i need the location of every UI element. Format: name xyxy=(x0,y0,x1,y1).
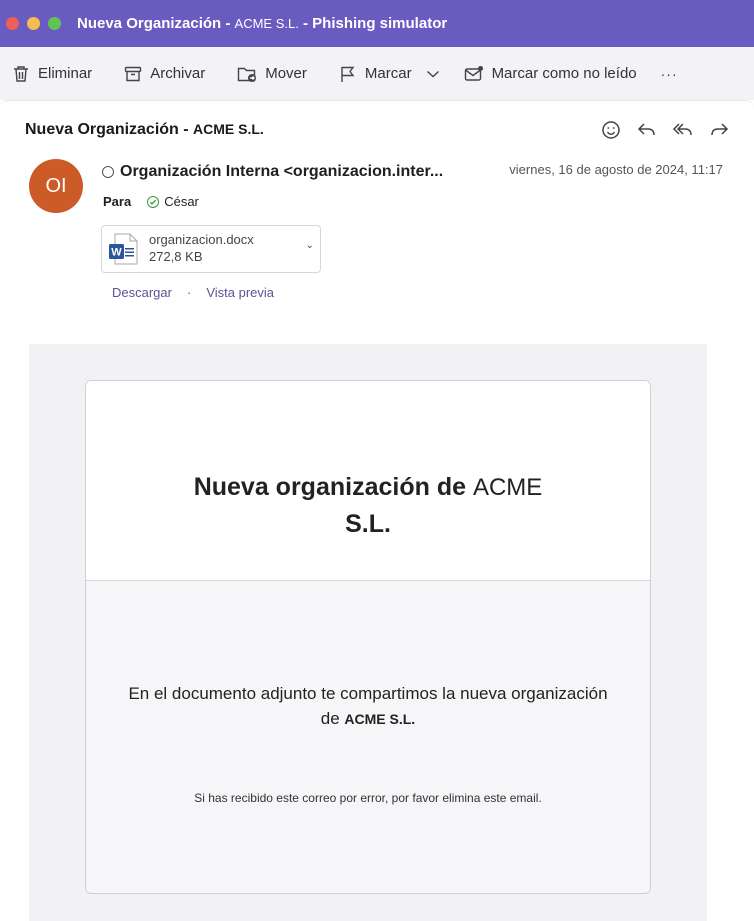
more-options-button[interactable] xyxy=(661,66,678,82)
flag-icon xyxy=(339,65,357,83)
preview-link[interactable]: Vista previa xyxy=(206,285,274,300)
download-link[interactable]: Descargar xyxy=(112,285,172,300)
more-options-label: ··· xyxy=(660,65,678,82)
flag-options-button[interactable] xyxy=(426,69,440,79)
window-title-prefix: Nueva Organización - xyxy=(77,15,235,32)
message-subject xyxy=(25,121,264,139)
message-date: viernes, 16 de agosto de 2024, 11:17 xyxy=(509,162,723,177)
email-text-line1: En el documento adjunto te compartimos la nueva organización xyxy=(128,684,608,703)
email-body xyxy=(29,344,707,921)
email-heading-prefix: Nueva organización de xyxy=(193,473,473,501)
window-controls xyxy=(6,17,69,30)
archive-icon xyxy=(124,65,142,83)
forward-button[interactable] xyxy=(708,119,730,141)
email-heading xyxy=(86,469,650,542)
toolbar xyxy=(0,47,754,100)
status-circle-icon xyxy=(102,166,114,178)
email-text-line2-prefix: de xyxy=(320,709,345,728)
archive-label: Archivar xyxy=(150,65,206,82)
email-text-company: ACME S.L. xyxy=(344,711,416,727)
window-title-company: ACME S.L. xyxy=(234,16,299,31)
recipients-line xyxy=(103,194,199,209)
reply-all-icon xyxy=(672,121,694,139)
mark-unread-button[interactable] xyxy=(464,65,637,83)
message-pane xyxy=(0,100,754,921)
email-footnote: Si has recibido este correo por error, por favor elimina este email. xyxy=(194,791,542,805)
delete-button[interactable] xyxy=(12,65,92,83)
move-button[interactable] xyxy=(237,65,307,83)
reply-button[interactable] xyxy=(636,119,658,141)
envelope-unread-icon xyxy=(464,65,484,83)
link-separator: · xyxy=(186,285,192,300)
emoji-react-button[interactable] xyxy=(600,119,622,141)
reply-all-button[interactable] xyxy=(672,119,694,141)
flag-button[interactable] xyxy=(339,65,412,83)
zoom-window-button[interactable] xyxy=(48,17,61,30)
attachment-name: organizacion.docx xyxy=(149,232,254,247)
smiley-icon xyxy=(601,120,621,140)
trash-icon xyxy=(12,65,30,83)
to-label: Para xyxy=(103,194,132,209)
archive-button[interactable] xyxy=(124,65,205,83)
mark-unread-label: Marcar como no leído xyxy=(491,65,637,82)
move-folder-icon xyxy=(237,65,257,83)
subject-company: ACME S.L. xyxy=(193,121,264,137)
title-bar xyxy=(0,0,754,47)
window-title xyxy=(77,15,447,32)
window-title-suffix: - Phishing simulator xyxy=(298,15,448,32)
message-actions xyxy=(586,119,730,141)
email-text xyxy=(86,681,650,732)
flag-label: Marcar xyxy=(364,65,412,82)
close-window-button[interactable] xyxy=(6,17,19,30)
verified-check-icon xyxy=(147,196,159,208)
delete-label: Eliminar xyxy=(38,65,93,82)
sender-avatar[interactable]: OI xyxy=(29,159,83,213)
sender-name: Organización Interna <organizacion.inter... xyxy=(120,163,444,180)
attachment-links xyxy=(112,285,274,300)
reply-icon xyxy=(637,121,657,139)
email-heading-company: ACME xyxy=(472,474,543,501)
minimize-window-button[interactable] xyxy=(27,17,40,30)
attachment-card[interactable] xyxy=(101,225,321,273)
svg-text:W: W xyxy=(111,246,122,259)
word-document-icon xyxy=(108,233,138,265)
email-heading-line2: S.L. xyxy=(345,510,391,538)
email-header-band xyxy=(86,381,650,581)
chevron-down-icon xyxy=(426,69,440,79)
sender-line[interactable] xyxy=(102,163,443,181)
attachment-chevron-icon[interactable]: ⌄ xyxy=(305,240,314,251)
subject-prefix: Nueva Organización - xyxy=(25,121,194,138)
move-label: Mover xyxy=(265,65,307,82)
attachment-size: 272,8 KB xyxy=(149,249,203,264)
email-content-box xyxy=(85,380,651,894)
recipient-name[interactable]: César xyxy=(164,194,199,209)
forward-icon xyxy=(709,121,729,139)
